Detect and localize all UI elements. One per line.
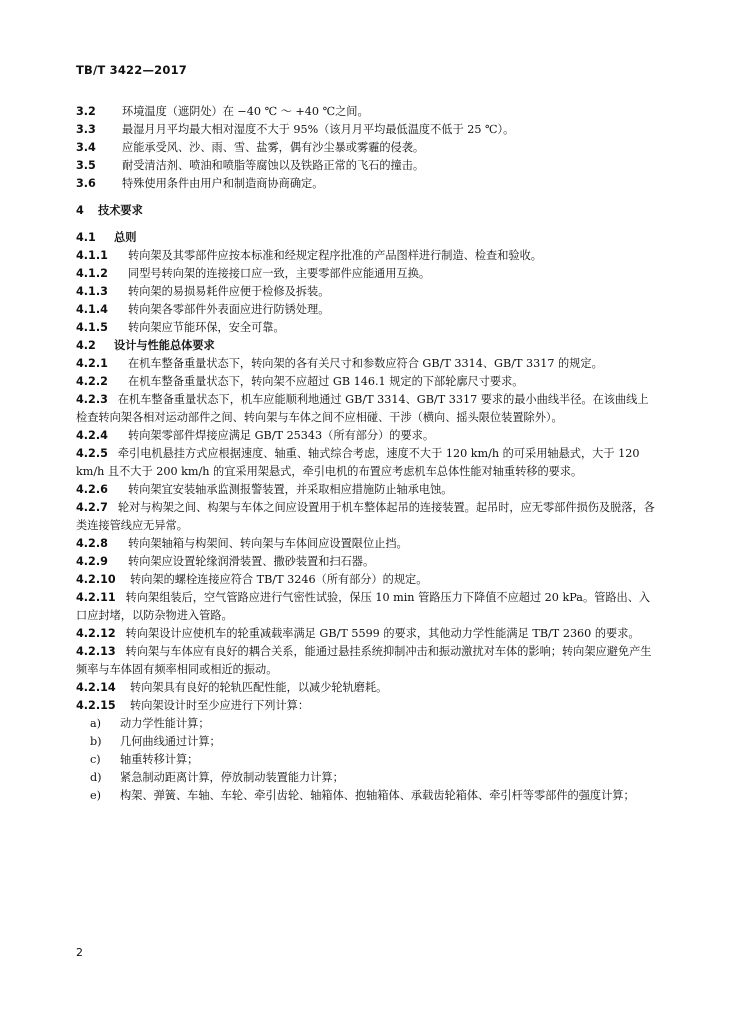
calculation-list (76, 715, 658, 805)
clause-text: 转向架的螺栓连接应符合 TB/T 3246（所有部分）的规定。 (130, 573, 428, 586)
clause-4-2-4 (76, 427, 658, 445)
clause-text: 转向架设计应使机车的轮重减载率满足 GB/T 5599 的要求，其他动力学性能满足 TB/T 2360 的要求。 (125, 627, 640, 640)
clause-number: 4.2.11 (76, 591, 116, 604)
clause-number: 4.2.7 (76, 501, 108, 514)
list-item (76, 769, 658, 787)
list-item-text: 紧急制动距离计算，停放制动装置能力计算； (120, 771, 344, 784)
clause-text: 转向架具有良好的轮轨匹配性能，以减少轮轨磨耗。 (130, 681, 388, 694)
clause-4-2-15 (76, 697, 658, 715)
subsection-4-2-heading (76, 337, 658, 355)
clause-number: 4.2.15 (76, 699, 116, 712)
clause-4-2-8 (76, 535, 658, 553)
clause-4-1-4 (76, 301, 658, 319)
list-item (76, 715, 658, 733)
clause-text: 环境温度（遮阴处）在 −40 ℃ ～ +40 ℃之间。 (122, 105, 369, 118)
clause-text: 同型号转向架的连接接口应一致，主要零部件应能通用互换。 (128, 267, 431, 280)
list-item-text: 几何曲线通过计算； (120, 735, 221, 748)
document-id-header: TB/T 3422—2017 (76, 63, 187, 77)
clause-number: 4.2.9 (76, 555, 108, 568)
clause-4-2-9 (76, 553, 658, 571)
list-marker: e) (90, 789, 101, 802)
clause-text: 最湿月月平均最大相对湿度不大于 95%（该月月平均最低温度不低于 25 ℃）。 (122, 123, 515, 136)
clause-4-2-11 (76, 589, 658, 625)
clause-3-5 (76, 157, 658, 175)
clause-text: 在机车整备重量状态下，机车应能顺利地通过 GB/T 3314、GB/T 3317 要求的最小曲线半径。在该曲线上检查转向架各相对运动部件之间、转向架与车体之间不应相碰、干涉（横向、摇头限位装置除外）。 (76, 393, 649, 424)
section-4-heading (76, 202, 658, 220)
clause-text: 在机车整备重量状态下，转向架不应超过 GB 146.1 规定的下部轮廓尺寸要求。 (128, 375, 524, 388)
page-number: 2 (76, 946, 83, 959)
clause-4-2-14 (76, 679, 658, 697)
clause-number: 4.2.8 (76, 537, 108, 550)
clause-text: 转向架组装后，空气管路应进行气密性试验，保压 10 min 管路压力下降值不应超过 20 kPa。管路出、入口应封堵，以防杂物进入管路。 (76, 591, 651, 622)
document-body (76, 103, 658, 805)
clause-4-1-2 (76, 265, 658, 283)
clause-text: 转向架轴箱与构架间、转向架与车体间应设置限位止挡。 (128, 537, 408, 550)
clause-3-6 (76, 175, 658, 193)
clause-4-2-5 (76, 445, 658, 481)
clause-text: 转向架及其零部件应按本标准和经规定程序批准的产品图样进行制造、检查和验收。 (128, 249, 542, 262)
clause-4-2-13 (76, 643, 658, 679)
clause-text: 耐受清洁剂、喷油和喷脂等腐蚀以及铁路正常的飞石的撞击。 (122, 159, 425, 172)
clause-3-2 (76, 103, 658, 121)
clause-text: 轮对与构架之间、构架与车体之间应设置用于机车整体起吊的连接装置。起吊时，应无零部件损伤及脱落，各类连接管线应无异常。 (76, 501, 655, 532)
clause-number: 4.2.6 (76, 483, 108, 496)
list-marker: d) (90, 771, 102, 784)
clause-4-1-3 (76, 283, 658, 301)
clause-number: 4.2.3 (76, 393, 108, 406)
list-item (76, 751, 658, 769)
list-item (76, 787, 658, 805)
clause-4-2-2 (76, 373, 658, 391)
clause-number: 4.2.5 (76, 447, 108, 460)
clause-number: 4.1.3 (76, 285, 108, 298)
clause-4-1-5 (76, 319, 658, 337)
list-item (76, 733, 658, 751)
clause-number: 3.3 (76, 123, 96, 136)
clause-text: 转向架各零部件外表面应进行防锈处理。 (128, 303, 330, 316)
clause-text: 转向架宜安装轴承监测报警装置，并采取相应措施防止轴承电蚀。 (128, 483, 453, 496)
clause-4-1-1 (76, 247, 658, 265)
subsection-title: 总则 (114, 231, 137, 244)
list-item-text: 轴重转移计算； (120, 753, 199, 766)
clause-number: 4.2.14 (76, 681, 116, 694)
clause-number: 4.1.5 (76, 321, 108, 334)
clause-text: 转向架设计时至少应进行下列计算： (130, 699, 310, 712)
clause-text: 转向架与车体应有良好的耦合关系，能通过悬挂系统抑制冲击和振动激扰对车体的影响；转向架应避免产生频率与车体固有频率相同或相近的振动。 (76, 645, 652, 676)
subsection-number: 4.1 (76, 231, 96, 244)
clause-4-2-12 (76, 625, 658, 643)
clause-number: 4.2.2 (76, 375, 108, 388)
clause-4-2-1 (76, 355, 658, 373)
list-item-text: 动力学性能计算； (120, 717, 210, 730)
subsection-4-1-heading (76, 229, 658, 247)
clause-4-2-3 (76, 391, 658, 427)
clause-number: 4.1.2 (76, 267, 108, 280)
clause-text: 特殊使用条件由用户和制造商协商确定。 (122, 177, 324, 190)
list-marker: b) (90, 735, 102, 748)
clause-number: 4.2.10 (76, 573, 116, 586)
clause-number: 4.2.4 (76, 429, 108, 442)
clause-text: 转向架零部件焊接应满足 GB/T 25343（所有部分）的要求。 (128, 429, 435, 442)
clause-number: 3.5 (76, 159, 96, 172)
clause-4-2-6 (76, 481, 658, 499)
section-number: 4 (76, 204, 84, 217)
clause-text: 转向架应设置轮缘润滑装置、撒砂装置和扫石器。 (128, 555, 375, 568)
clause-text: 转向架应节能环保，安全可靠。 (128, 321, 285, 334)
subsection-title: 设计与性能总体要求 (114, 339, 215, 352)
clause-text: 牵引电机悬挂方式应根据速度、轴重、轴式综合考虑，速度不大于 120 km/h 的可采用轴悬式，大于 120 km/h 且不大于 200 km/h 的宜采用架悬式，牵引电机的布置应考虑机车总体性能对轴重转移的要求。 (76, 447, 640, 478)
subsection-number: 4.2 (76, 339, 96, 352)
clause-3-3 (76, 121, 658, 139)
section-3-items (76, 103, 658, 193)
clause-number: 4.2.1 (76, 357, 108, 370)
clause-3-4 (76, 139, 658, 157)
clause-number: 4.2.12 (76, 627, 116, 640)
clause-text: 转向架的易损易耗件应便于检修及拆装。 (128, 285, 330, 298)
clause-number: 4.1.1 (76, 249, 108, 262)
clause-number: 4.1.4 (76, 303, 108, 316)
clause-number: 4.2.13 (76, 645, 116, 658)
list-item-text: 构架、弹簧、车轴、车轮、牵引齿轮、轴箱体、抱轴箱体、承载齿轮箱体、牵引杆等零部件的强度计算； (120, 789, 635, 802)
clause-number: 3.2 (76, 105, 96, 118)
clause-number: 3.4 (76, 141, 96, 154)
clause-text: 在机车整备重量状态下，转向架的各有关尺寸和参数应符合 GB/T 3314、GB/T 3317 的规定。 (128, 357, 603, 370)
clause-number: 3.6 (76, 177, 96, 190)
list-marker: a) (90, 717, 102, 730)
list-marker: c) (90, 753, 101, 766)
section-title: 技术要求 (98, 204, 143, 217)
clause-4-2-10 (76, 571, 658, 589)
clause-4-2-7 (76, 499, 658, 535)
clause-text: 应能承受风、沙、雨、雪、盐雾，偶有沙尘暴或雾霾的侵袭。 (122, 141, 425, 154)
